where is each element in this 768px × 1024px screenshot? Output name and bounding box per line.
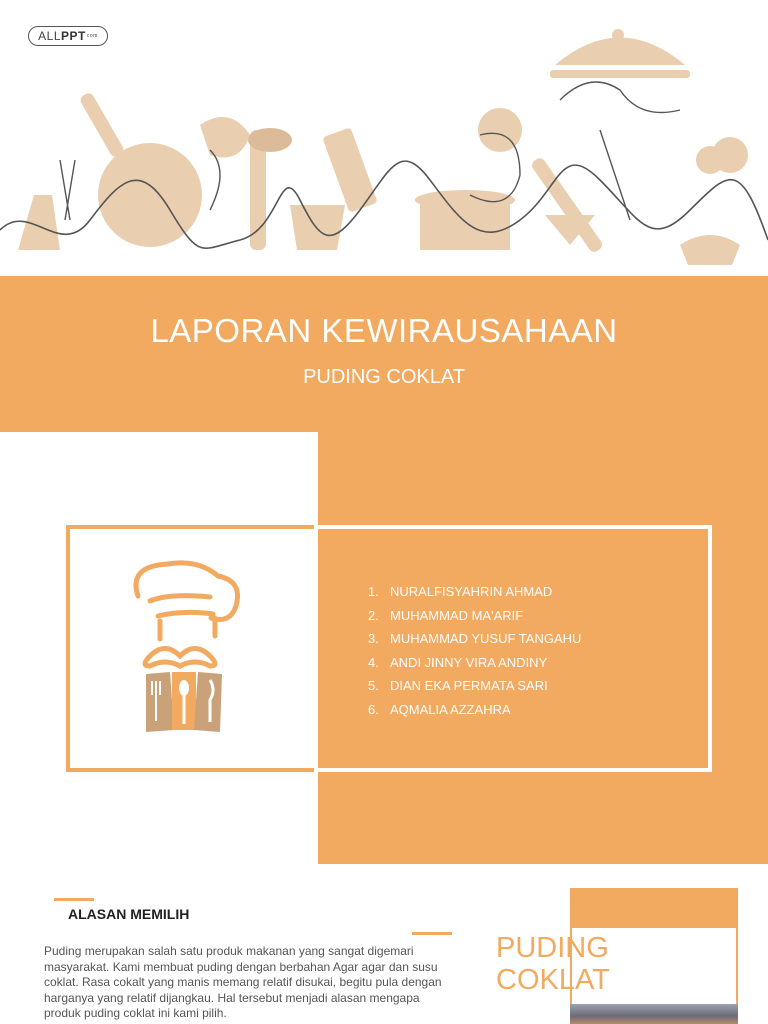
list-item bbox=[368, 584, 581, 608]
member-name: DIAN EKA PERMATA SARI bbox=[390, 678, 548, 693]
member-name: ANDI JINNY VIRA ANDINY bbox=[390, 654, 548, 670]
accent-line bbox=[54, 898, 94, 901]
list-item bbox=[368, 608, 581, 632]
section-title: ALASAN MEMILIH bbox=[68, 906, 190, 922]
page-subtitle: PUDING COKLAT bbox=[303, 366, 465, 388]
list-item bbox=[368, 655, 581, 679]
right-card-title bbox=[496, 932, 610, 996]
page-title: LAPORAN KEWIRAUSAHAAN bbox=[150, 312, 618, 349]
right-card-title-line1: PUDING bbox=[496, 932, 609, 964]
member-name: MUHAMMAD YUSUF TANGAHU bbox=[390, 631, 582, 646]
list-item bbox=[368, 678, 581, 702]
right-card-header bbox=[570, 888, 738, 928]
list-item bbox=[368, 631, 581, 655]
member-number: 2. bbox=[368, 607, 379, 623]
list-item bbox=[368, 702, 581, 726]
kitchen-utensils-illustration-icon bbox=[0, 10, 768, 275]
chef-hat-mustache-cutlery-icon bbox=[120, 556, 240, 741]
member-number: 1. bbox=[368, 584, 379, 599]
pudding-photo bbox=[570, 1004, 738, 1024]
section-body: Puding merupakan salah satu produk makanan yang sangat digemari masyarakat. Kami membuat puding dengan berbahan Agar agar dan susu coklat. Rasa cokalt yang manis memang relatif disukai, begitu pula dengan harganya yang relatif dijangkau. Hal tersebut menjadi alasan mengapa produk puding coklat ini kami pilih. bbox=[44, 944, 442, 1020]
member-name: AQMALIA AZZAHRA bbox=[390, 701, 511, 717]
member-name: NURALFISYAHRIN AHMAD bbox=[390, 584, 553, 599]
accent-line bbox=[412, 932, 452, 935]
member-number: 6. bbox=[368, 701, 379, 717]
member-list bbox=[368, 584, 581, 725]
logo-suffix: com bbox=[86, 33, 98, 39]
right-card-title-line2: COKLAT bbox=[496, 964, 610, 996]
member-number: 3. bbox=[368, 631, 379, 646]
member-number: 5. bbox=[368, 678, 379, 693]
member-name: MUHAMMAD MA'ARIF bbox=[390, 607, 524, 623]
member-number: 4. bbox=[368, 654, 379, 670]
logo-text-bold: PPT bbox=[61, 29, 86, 43]
logo-text-light: ALL bbox=[38, 29, 62, 43]
title-banner bbox=[0, 276, 768, 432]
